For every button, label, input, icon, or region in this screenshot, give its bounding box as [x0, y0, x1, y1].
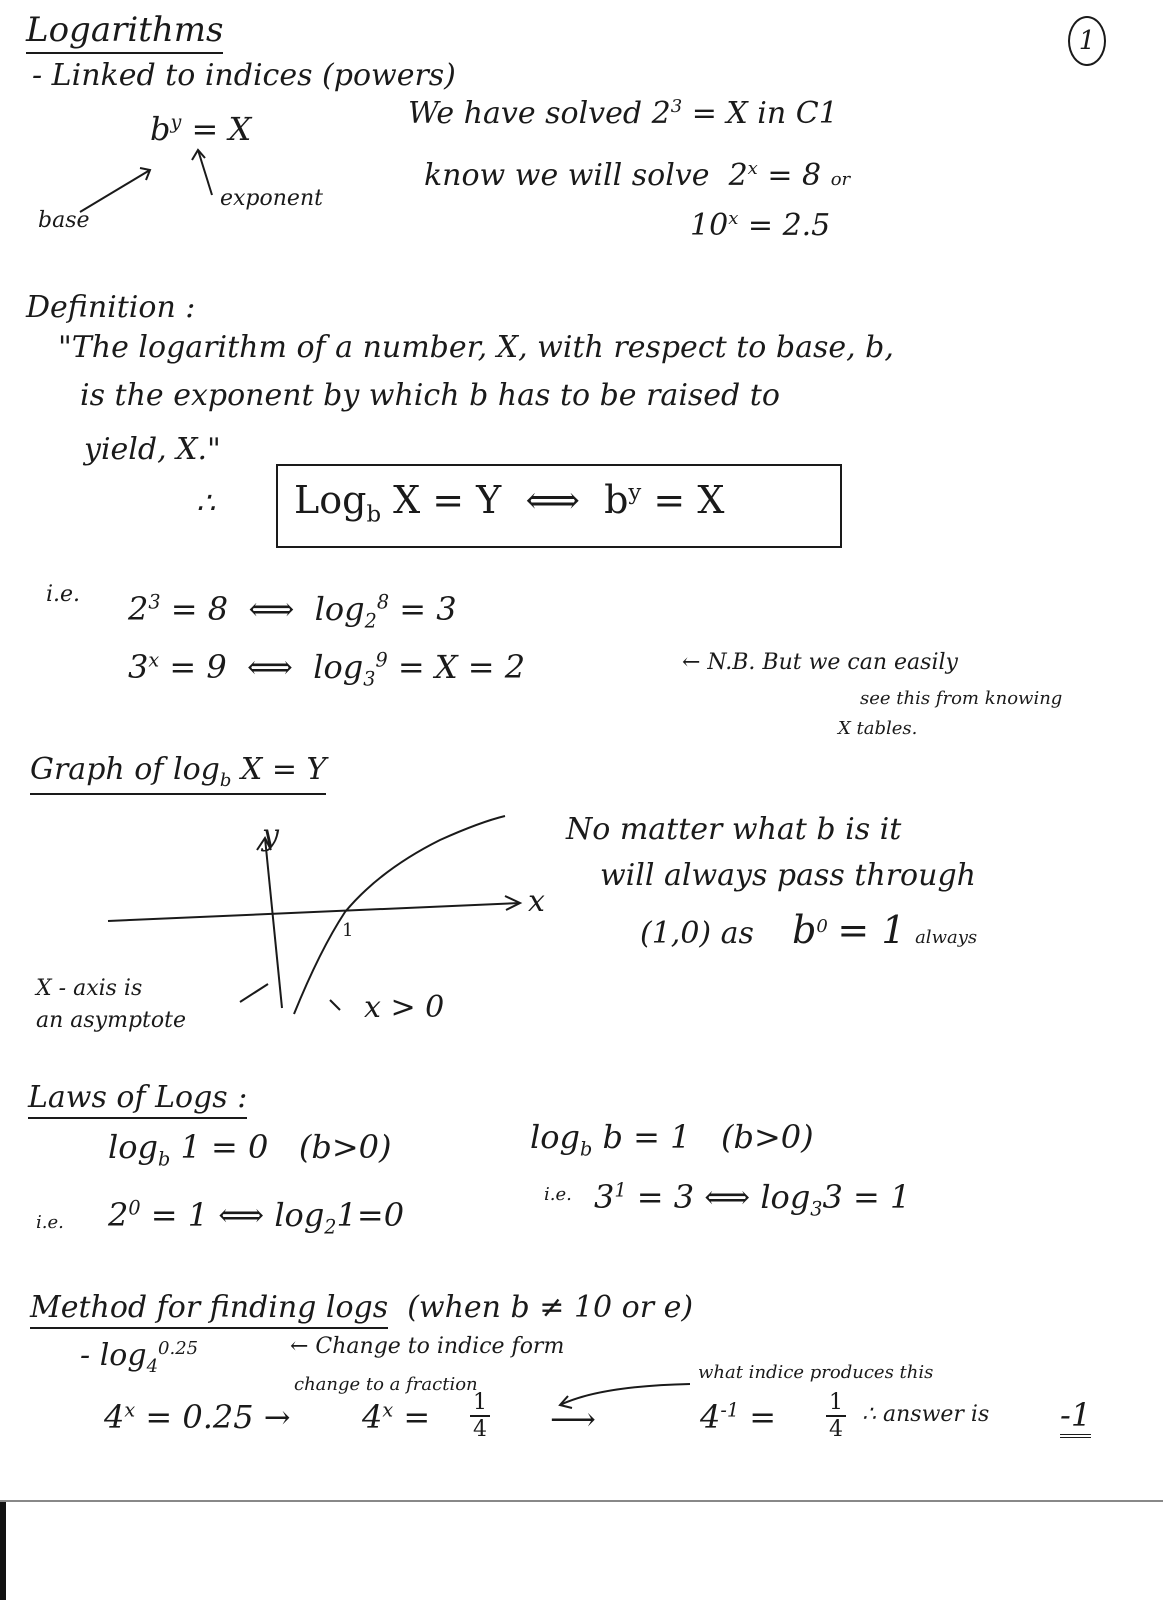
- law2-ex-exp: 1: [614, 1178, 627, 1202]
- solved-base: 2: [651, 96, 671, 131]
- law2-ex-base: 3: [594, 1178, 615, 1216]
- method-heading-text: Method for finding logs: [30, 1290, 388, 1329]
- nb-note-line-2: see this from knowing: [860, 688, 1063, 709]
- law1-ex-base: 2: [108, 1196, 129, 1234]
- ex1-log-arg: 8: [376, 590, 390, 614]
- note-zero: 0: [816, 916, 828, 937]
- point-one-label: 1: [342, 920, 354, 941]
- eq2-base: 4: [362, 1398, 383, 1436]
- method-equation-3: [700, 1398, 776, 1436]
- asymptote-note-line-2: an asymptote: [36, 1008, 187, 1033]
- ten-exp: x: [728, 208, 739, 229]
- law2-base: b: [579, 1137, 593, 1161]
- iff-arrow-icon: ⟺: [247, 648, 293, 686]
- y-axis-label: y: [262, 818, 279, 853]
- laws-ie-label: i.e.: [36, 1212, 64, 1233]
- law1-base: b: [157, 1147, 171, 1171]
- ex2-log-arg: 9: [375, 648, 388, 672]
- page-number: 1: [1078, 26, 1096, 56]
- ten-base: 10: [690, 208, 729, 243]
- fraction-2-denominator: 4: [826, 1415, 846, 1442]
- iff-arrow-icon: ⟺: [248, 590, 295, 628]
- ex1-rest: = 8: [170, 590, 229, 628]
- step1-base: 4: [146, 1356, 159, 1377]
- page-bottom-edge: [0, 1500, 1163, 1502]
- eq1-exp: x: [124, 1398, 136, 1422]
- eq1-rest: = 0.25 →: [145, 1398, 291, 1436]
- formula-log-base: b: [366, 501, 382, 528]
- step1-log: log: [99, 1338, 147, 1373]
- or-word: or: [830, 169, 851, 190]
- step2-note: change to a fraction: [294, 1374, 478, 1395]
- base-symbol: b: [150, 110, 171, 148]
- eq1-base: 4: [104, 1398, 125, 1436]
- ex2-base: 3: [128, 648, 149, 686]
- step1-note: ← Change to indice form: [290, 1334, 565, 1359]
- will-solve-rest: = 8: [767, 158, 822, 193]
- x-axis-label: x: [528, 884, 545, 919]
- step1-arg: 0.25: [158, 1338, 199, 1359]
- domain-note: x > 0: [364, 990, 445, 1025]
- method-equation-2: [362, 1398, 430, 1436]
- eq3-base: 4: [700, 1398, 721, 1436]
- note-eq-one: = 1: [837, 908, 906, 952]
- label-exponent: exponent: [220, 186, 323, 211]
- answer-prefix: ∴ answer is: [862, 1402, 990, 1427]
- step3-note: what indice produces this: [698, 1362, 934, 1383]
- nb-note-line-1: ← N.B. But we can easily: [682, 650, 958, 675]
- definition-line-2: is the exponent by which b has to be raised to: [80, 378, 780, 413]
- therefore-symbol: ∴: [196, 486, 216, 521]
- solved-exp: 3: [670, 96, 683, 117]
- law2-condition: (b>0): [720, 1118, 814, 1156]
- ex1-log: log: [314, 590, 365, 628]
- definition-line-1: "The logarithm of a number, X, with respect to base, b,: [58, 330, 894, 365]
- will-solve-prefix: know we will solve: [424, 158, 710, 193]
- method-equation-1: [104, 1398, 291, 1436]
- law2-ex-rest: = 3 ⟺ log: [636, 1178, 811, 1216]
- formula-eq-x: = X: [653, 478, 725, 522]
- laws-ie-label-2: i.e.: [544, 1184, 572, 1205]
- ex2-end: = X = 2: [397, 648, 526, 686]
- equals-x: = X: [191, 110, 252, 148]
- iff-arrow-icon: ⟺: [525, 478, 580, 522]
- fraction-1: [470, 1390, 490, 1442]
- fraction-1-denominator: 4: [470, 1415, 490, 1442]
- law1-rest: 1 = 0: [180, 1128, 269, 1166]
- law1-condition: (b>0): [298, 1128, 392, 1166]
- laws-heading: Laws of Logs :: [28, 1080, 247, 1119]
- intro-linked-line: - Linked to indices (powers): [32, 58, 456, 93]
- law1-ex-exp: 0: [128, 1196, 141, 1220]
- definition-line-3: yield, X.": [84, 432, 221, 467]
- law2-rest: b = 1: [602, 1118, 691, 1156]
- definition-heading: Definition :: [26, 290, 196, 325]
- exponent-symbol: y: [170, 110, 182, 134]
- ex2-log: log: [313, 648, 364, 686]
- point-1-0: (1,0) as: [640, 916, 754, 951]
- ten-rest: = 2.5: [747, 208, 831, 243]
- nb-note-line-3: X tables.: [838, 718, 918, 739]
- scan-left-edge: [0, 1502, 6, 1600]
- law1-ex-end: 1=0: [336, 1196, 405, 1234]
- ex2-exp: x: [148, 648, 160, 672]
- eq3-exp: -1: [720, 1398, 740, 1422]
- method-heading-condition: (when b ≠ 10 or e): [407, 1290, 694, 1325]
- will-solve-base: 2: [728, 158, 748, 193]
- graph-heading-base: b: [219, 770, 232, 791]
- fraction-1-numerator: 1: [473, 1390, 487, 1415]
- note-always: always: [915, 927, 978, 948]
- note-b: b: [792, 908, 817, 952]
- formula-y: y: [628, 479, 642, 506]
- ex2-log-base: 3: [363, 667, 376, 691]
- solved-prefix: We have solved: [408, 96, 643, 131]
- label-base: base: [38, 208, 90, 233]
- ex1-end: = 3: [399, 590, 457, 628]
- graph-heading-rest: X = Y: [240, 752, 327, 787]
- solved-rest: = X in C1: [691, 96, 838, 131]
- eq2-rest: =: [403, 1398, 431, 1436]
- eq2-exp: x: [382, 1398, 394, 1422]
- asymptote-note-line-1: X - axis is: [36, 976, 143, 1001]
- fraction-2-numerator: 1: [829, 1390, 843, 1415]
- long-arrow-icon: ⟶: [550, 1400, 596, 1438]
- graph-note-line-2: will always pass through: [600, 858, 976, 893]
- law2-log: log: [530, 1118, 580, 1156]
- law1-ex-log-base: 2: [324, 1215, 337, 1239]
- ie-label: i.e.: [46, 582, 81, 607]
- law2-ex-end: 3 = 1: [822, 1178, 911, 1216]
- page-title: Logarithms: [26, 10, 223, 54]
- ex1-base: 2: [128, 590, 149, 628]
- graph-heading-log: log: [172, 752, 220, 787]
- law1-log: log: [108, 1128, 158, 1166]
- step1-dash: -: [80, 1338, 91, 1373]
- law1-ex-rest: = 1 ⟺ log: [150, 1196, 325, 1234]
- formula-b: b: [604, 478, 629, 522]
- ex1-exp: 3: [148, 590, 161, 614]
- fraction-2: [826, 1390, 846, 1442]
- will-solve-exp: x: [747, 158, 758, 179]
- ex2-rest: = 9: [169, 648, 227, 686]
- formula-log: Log: [294, 478, 367, 522]
- formula-x-eq-y: X = Y: [393, 478, 502, 522]
- law2-ex-log-base: 3: [810, 1197, 823, 1221]
- graph-heading-prefix: Graph of: [30, 752, 164, 787]
- eq3-rest: =: [749, 1398, 777, 1436]
- graph-note-line-1: No matter what b is it: [566, 812, 902, 847]
- answer-value: -1: [1060, 1396, 1091, 1438]
- ex1-log-base: 2: [364, 609, 377, 633]
